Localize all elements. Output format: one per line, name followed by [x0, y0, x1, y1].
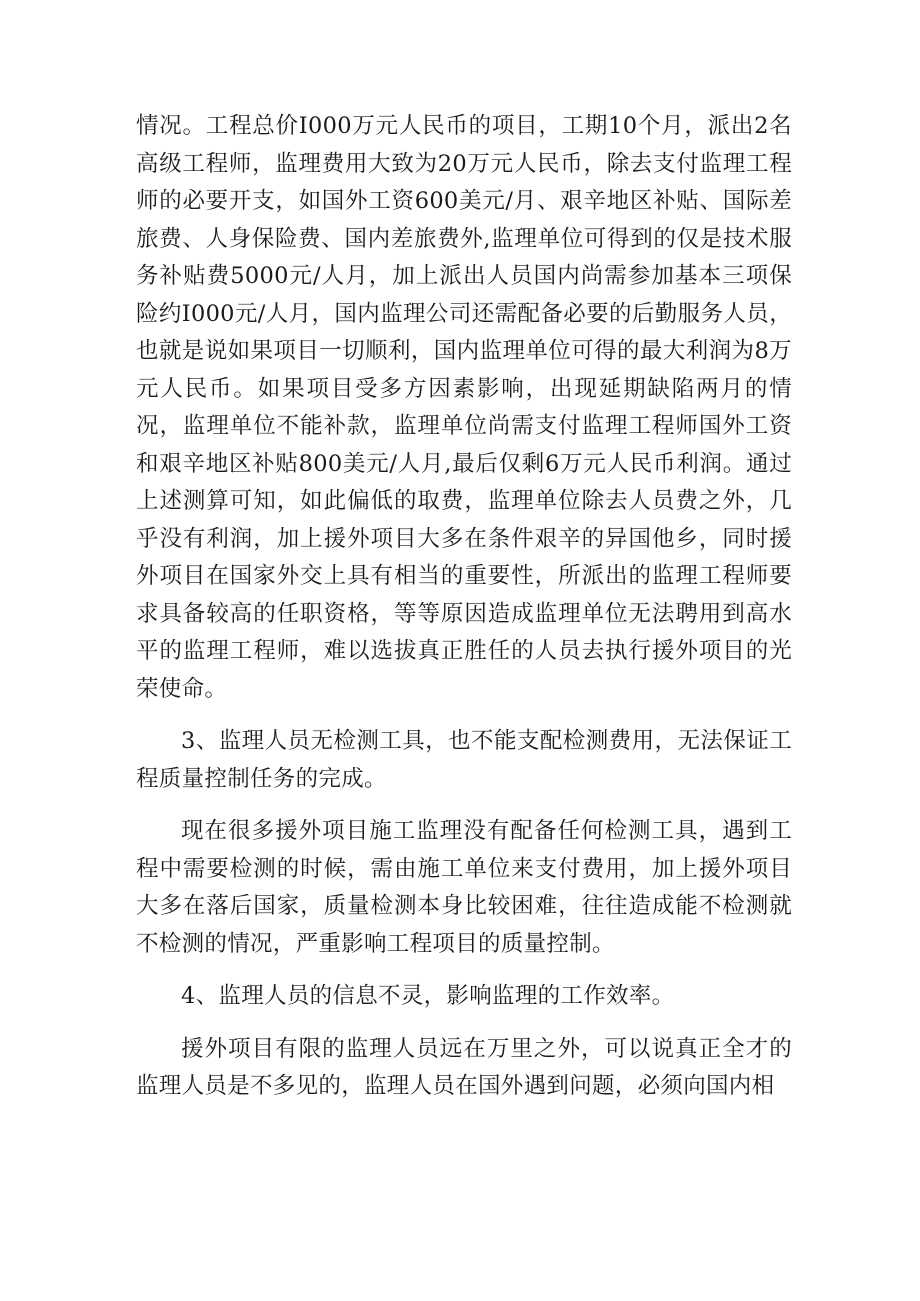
paragraph-cost-analysis: 情况。工程总价I000万元人民币的项目，工期10个月，派出2名高级工程师，监理费用大致为20万元人民币，除去支付监理工程师的必要开支，如国外工资600美元/月、艰辛地区补贴、国际差旅费、人身保险费、国内差旅费外,监理单位可得到的仅是技术服务补贴费5000元/人月，加上派出人员国内尚需参加基本三项保险约I000元/人月，国内监理公司还需配备必要的后勤服务人员，也就是说如果项目一切顺利，国内监理单位可得的最大利润为8万元人民币。如果项目受多方因素影响，出现延期缺陷两月的情况，监理单位不能补款，监理单位尚需支付监理工程师国外工资和艰辛地区补贴800美元/人月,最后仅剩6万元人民币利润。通过上述测算可知，如此偏低的取费，监理单位除去人员费之外，几乎没有利润，加上援外项目大多在条件艰辛的异国他乡，同时援外项目在国家外交上具有相当的重要性，所派出的监理工程师要求具备较高的任职资格，等等原因造成监理单位无法聘用到高水平的监理工程师，难以选拔真正胜任的人员去执行援外项目的光荣使命。 [136, 113, 792, 702]
paragraph-testing-tools: 现在很多援外项目施工监理没有配备任何检测工具，遇到工程中需要检测的时候，需由施工单位来支付费用，加上援外项目大多在落后国家，质量检测本身比较困难，往往造成能不检测就不检测的情况，严重影响工程项目的质量控制。 [136, 818, 792, 957]
document-body [136, 108, 792, 1106]
paragraph-point-3-heading: 3、监理人员无检测工具，也不能支配检测费用，无法保证工程质量控制任务的完成。 [136, 728, 792, 792]
paragraph-information-flow: 援外项目有限的监理人员远在万里之外，可以说真正全才的监理人员是不多见的，监理人员在国外遇到问题，必须向国内相 [136, 1035, 792, 1099]
paragraph-point-4-heading: 4、监理人员的信息不灵，影响监理的工作效率。 [181, 983, 675, 1009]
